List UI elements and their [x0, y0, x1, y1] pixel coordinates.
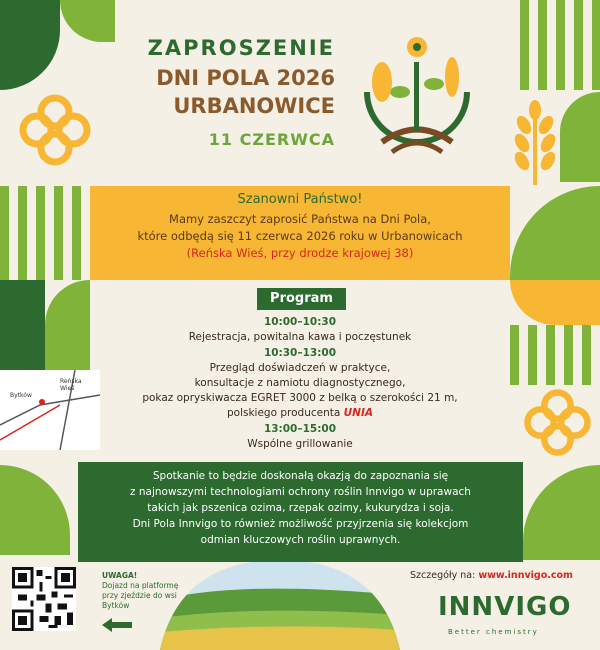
header-invitation: ZAPROSZENIE [147, 36, 335, 60]
field-photo [160, 560, 400, 650]
program-item: Przegląd doświadczeń w praktyce, [209, 362, 391, 374]
deco-block [0, 280, 45, 370]
band-line: które odbędą się 11 czerwca 2026 roku w Urbanowicach [137, 229, 463, 243]
program-item [120, 406, 480, 421]
program-item: konsultacje z namiotu diagnostycznego, [194, 377, 406, 389]
flower-icon [520, 385, 595, 460]
header-location: URBANOWICE [173, 94, 335, 118]
note [102, 571, 192, 611]
deco-block [45, 280, 90, 370]
map-label: Reńska Wieś [60, 378, 82, 392]
program-item: Wspólne grillowanie [247, 438, 353, 450]
band-line: Mamy zaszczyt zaprosić Państwa na Dni Pola, [169, 212, 431, 226]
deco-stripes [0, 186, 90, 280]
deco-block [510, 280, 600, 325]
program-title: Program [257, 288, 346, 310]
band-address: (Reńska Wieś, przy drodze krajowej 38) [186, 246, 414, 260]
deco-block [510, 186, 600, 280]
innvigo-logo: INNVIGO [438, 592, 572, 622]
deco-stripes [520, 0, 600, 90]
deco-block [60, 0, 115, 42]
program-item: Rejestracja, powitalna kawa i poczęstunek [188, 331, 412, 343]
unia-logo: UNIA [343, 407, 373, 419]
deco-block [0, 0, 60, 90]
info-line: takich jak pszenica ozima, rzepak ozimy, kukurydza i soja. [147, 502, 454, 514]
flower-icon [15, 90, 95, 170]
map-label: Bytków [10, 392, 32, 399]
program-time: 13:00–15:00 [263, 423, 337, 435]
plants-emblem-icon [352, 22, 482, 162]
info-line: odmian kluczowych roślin uprawnych. [200, 534, 401, 546]
program-time: 10:00–10:30 [263, 316, 337, 328]
info-box [78, 462, 523, 562]
qr-code[interactable] [12, 567, 76, 631]
deco-block [523, 465, 600, 560]
details [410, 570, 573, 581]
header-event: DNI POLA 2026 [156, 66, 335, 90]
header-date: 11 CZERWCA [208, 130, 335, 149]
arrow-left-icon [102, 618, 132, 632]
program-time: 10:30–13:00 [263, 347, 337, 359]
program-item: pokaz opryskiwacza EGRET 3000 z belką o szerokości 21 m, [142, 392, 458, 404]
info-line: Spotkanie to będzie doskonałą okazją do zapoznania się [152, 470, 449, 482]
wheat-icon [500, 95, 570, 185]
deco-block [0, 465, 70, 555]
program-list [120, 314, 480, 452]
logo-tagline: Better chemistry [448, 628, 539, 636]
note-title: UWAGA! [102, 571, 138, 580]
info-line: Dni Pola Innvigo to również możliwość przyjrzenia się kolekcjom [132, 518, 469, 530]
program-item-text: polskiego producenta [227, 407, 341, 419]
greeting: Szanowni Państwo! [237, 192, 363, 207]
deco-stripes [510, 325, 600, 385]
note-text: Dojazd na platformę przy zjeździe do wsi Bytków [102, 581, 179, 610]
invitation-text [90, 186, 510, 262]
info-line: z najnowszymi technologiami ochrony roślin Innvigo w uprawach [130, 486, 471, 498]
website-link[interactable]: www.innvigo.com [478, 570, 573, 581]
details-label: Szczegóły na: [410, 570, 476, 581]
